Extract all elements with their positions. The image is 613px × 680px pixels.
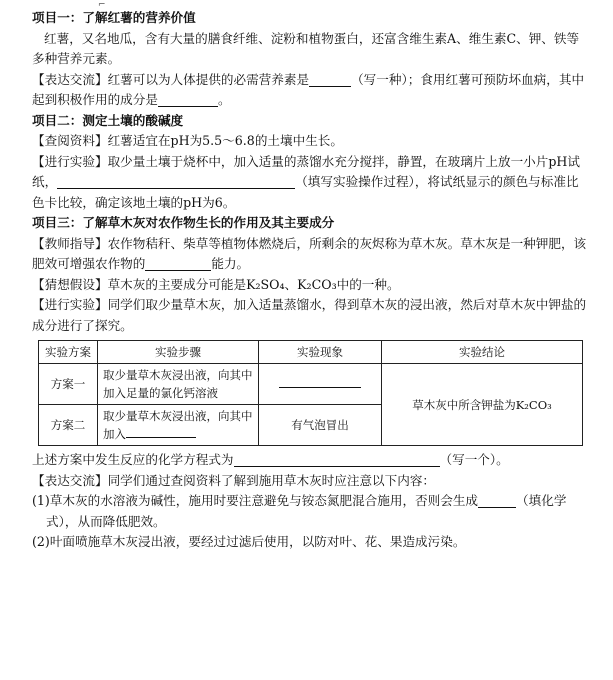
scurvy-component-blank[interactable] <box>158 92 218 107</box>
soil-experiment <box>32 152 591 214</box>
header-plan: 实验方案 <box>39 341 98 364</box>
plan-one-label: 方案一 <box>39 364 98 405</box>
equation-blank[interactable] <box>234 452 440 467</box>
equation-question <box>32 450 591 471</box>
header-conclusion: 实验结论 <box>382 341 583 364</box>
note-one <box>32 491 591 532</box>
note-one-b: （填化学式），从而降低肥效。 <box>46 493 567 529</box>
plan-one-step: 取少量草木灰浸出液，向其中加入足量的氯化钙溶液 <box>98 364 259 405</box>
conclusion-cell: 草木灰中所含钾盐为K₂CO₃ <box>382 364 583 446</box>
ash-experiment: 【进行实验】同学们取少量草木灰，加入适量蒸馏水，得到草木灰的浸出液，然后对草木灰中钾盐的成分进行了探究。 <box>32 297 587 333</box>
sweet-potato-intro: 红薯，又名地瓜，含有大量的膳食纤维、淀粉和植物蛋白，还富含维生素A、维生素C、钾、铁等多种营养元素。 <box>32 30 580 66</box>
experiment-table <box>38 340 583 446</box>
note-two: (2)叶面喷施草木灰浸出液，要经过过滤后使用，以防对叶、花、果造成污染。 <box>32 534 466 549</box>
nutrient-blank[interactable] <box>309 72 351 87</box>
equation-question-a: 上述方案中发生反应的化学方程式为 <box>32 452 234 467</box>
nutrient-question-c: 。 <box>217 92 231 107</box>
project-three-heading: 项目三：了解草木灰对农作物生长的作用及其主要成分 <box>32 215 335 230</box>
ph-operation-blank[interactable] <box>57 174 295 189</box>
soil-info: 【查阅资料】红薯适宜在pH为5.5～6.8的土壤中生长。 <box>32 133 343 148</box>
fertilizer-ability-blank[interactable] <box>145 256 211 271</box>
nutrient-question-a: 【表达交流】红薯可以为人体提供的必需营养素是 <box>32 71 310 87</box>
equation-question-b: （写一个）。 <box>439 452 509 467</box>
note-one-a: (1)草木灰的水溶液为碱性，施用时要注意避免与铵态氮肥混合施用，否则会生成 <box>32 493 479 508</box>
teacher-guide <box>32 234 591 275</box>
soil-experiment-a: 【进行实验】取少量土壤于烧杯中，加入适量的蒸馏水充分搅拌，静置，在玻璃片上放一小片pH试纸， <box>32 153 580 189</box>
hypothesis: 【猜想假设】草木灰的主要成分可能是K₂SO₄、K₂CO₃中的一种。 <box>32 276 400 292</box>
project-two-heading: 项目二：测定土壤的酸碱度 <box>32 112 184 128</box>
plan-one-phenomenon <box>259 364 382 405</box>
header-phenomenon: 实验现象 <box>259 341 382 364</box>
teacher-guide-b: 能力。 <box>211 256 250 271</box>
expression-intro: 【表达交流】同学们通过查阅资料了解到施用草木灰时应注意以下内容： <box>32 472 435 488</box>
table-header-row <box>39 341 583 364</box>
soil-experiment-b: （填写实验操作过程），将试纸显示的颜色与标准比色卡比较，确定该地土壤的pH为6。 <box>32 174 579 210</box>
plan-two-label: 方案二 <box>39 405 98 446</box>
nutrient-question-b: （写一种）；食用红薯可预防坏血病，其中起到积极作用的成分是 <box>32 71 585 107</box>
plan-two-phenomenon: 有气泡冒出 <box>259 405 382 446</box>
header-steps: 实验步骤 <box>98 341 259 364</box>
nutrient-question <box>32 70 591 111</box>
phenomenon-blank[interactable] <box>279 375 361 388</box>
plan-two-step-text: 取少量草木灰浸出液，向其中加入 <box>103 409 253 441</box>
project-one-heading: 项目一：了解红薯的营养价值 <box>32 10 196 25</box>
reagent-blank[interactable] <box>126 425 196 438</box>
plan-two-step <box>98 405 259 446</box>
table-row <box>39 364 583 405</box>
teacher-guide-a: 【教师指导】农作物秸秆、柴草等植物体燃烧后，所剩余的灰烬称为草木灰。草木灰是一种钾肥，该肥效可增强农作物的 <box>32 235 587 271</box>
formula-blank[interactable] <box>478 493 516 508</box>
corner-mark: ⌐ <box>98 0 106 10</box>
